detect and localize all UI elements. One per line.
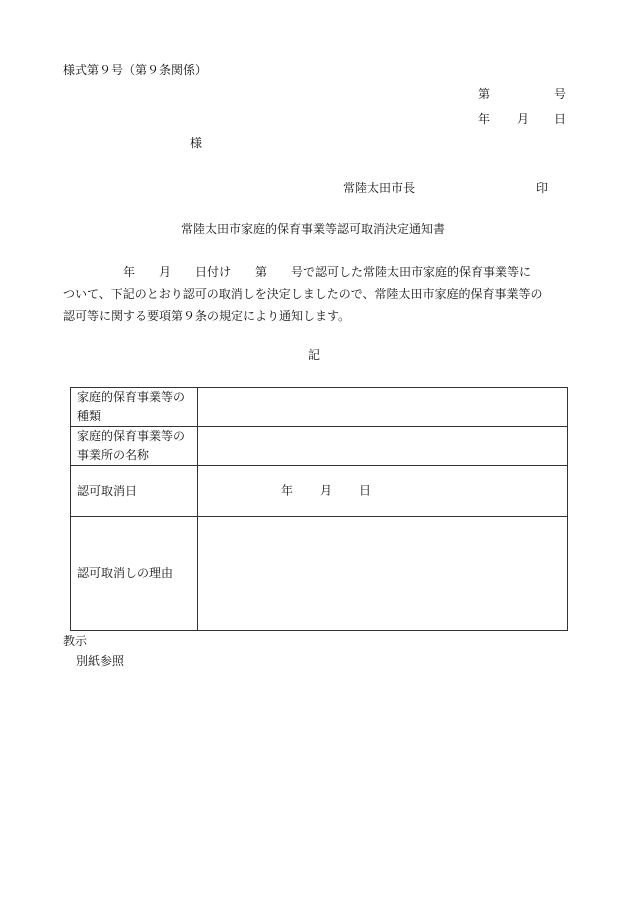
issue-day-label: 日 (554, 112, 567, 126)
details-table (70, 387, 568, 631)
table-row (71, 466, 568, 517)
revocation-day-label: 日 (359, 483, 372, 498)
issuer-name: 常陸太田市長 (343, 181, 416, 195)
instruction-heading: 教示 (63, 634, 88, 648)
revocation-date-label: 認可取消日 (71, 466, 198, 517)
facility-name-label-line2: 事業所の名称 (77, 448, 150, 462)
body-line-1: 年 月 日付け 第 号で認可した常陸太田市家庭的保育事業等に (63, 265, 532, 279)
body-line-3: 認可等に関する要項第９条の規定により通知します。 (63, 309, 351, 323)
document-number-prefix: 第 (478, 87, 491, 101)
business-type-value (198, 388, 568, 427)
instruction-content: 別紙参照 (76, 654, 125, 668)
document-title: 常陸太田市家庭的保育事業等認可取消決定通知書 (181, 222, 446, 236)
ki-heading: 記 (308, 348, 321, 362)
document-number-suffix: 号 (554, 87, 567, 101)
table-row (71, 388, 568, 427)
revocation-date-value (198, 466, 568, 517)
revocation-reason-value (198, 517, 568, 631)
addressee-suffix: 様 (190, 136, 203, 150)
table-row (71, 427, 568, 466)
table-row (71, 517, 568, 631)
revocation-month-label: 月 (320, 483, 333, 498)
facility-name-label-line1: 家庭的保育事業等の (77, 429, 186, 443)
body-line-2: ついて、下記のとおり認可の取消しを決定しましたので、常陸太田市家庭的保育事業等の (63, 287, 543, 301)
issue-year-label: 年 (478, 112, 491, 126)
revocation-year-label: 年 (281, 483, 294, 498)
revocation-reason-label: 認可取消しの理由 (71, 517, 198, 631)
facility-name-value (198, 427, 568, 466)
business-type-label-line1: 家庭的保育事業等の (77, 390, 186, 404)
issue-month-label: 月 (517, 112, 530, 126)
facility-name-label (71, 427, 198, 466)
seal-mark: 印 (536, 181, 549, 195)
business-type-label-line2: 種類 (77, 409, 102, 423)
business-type-label (71, 388, 198, 427)
form-number: 様式第９号（第９条関係） (63, 63, 208, 77)
body-paragraph (63, 261, 569, 327)
